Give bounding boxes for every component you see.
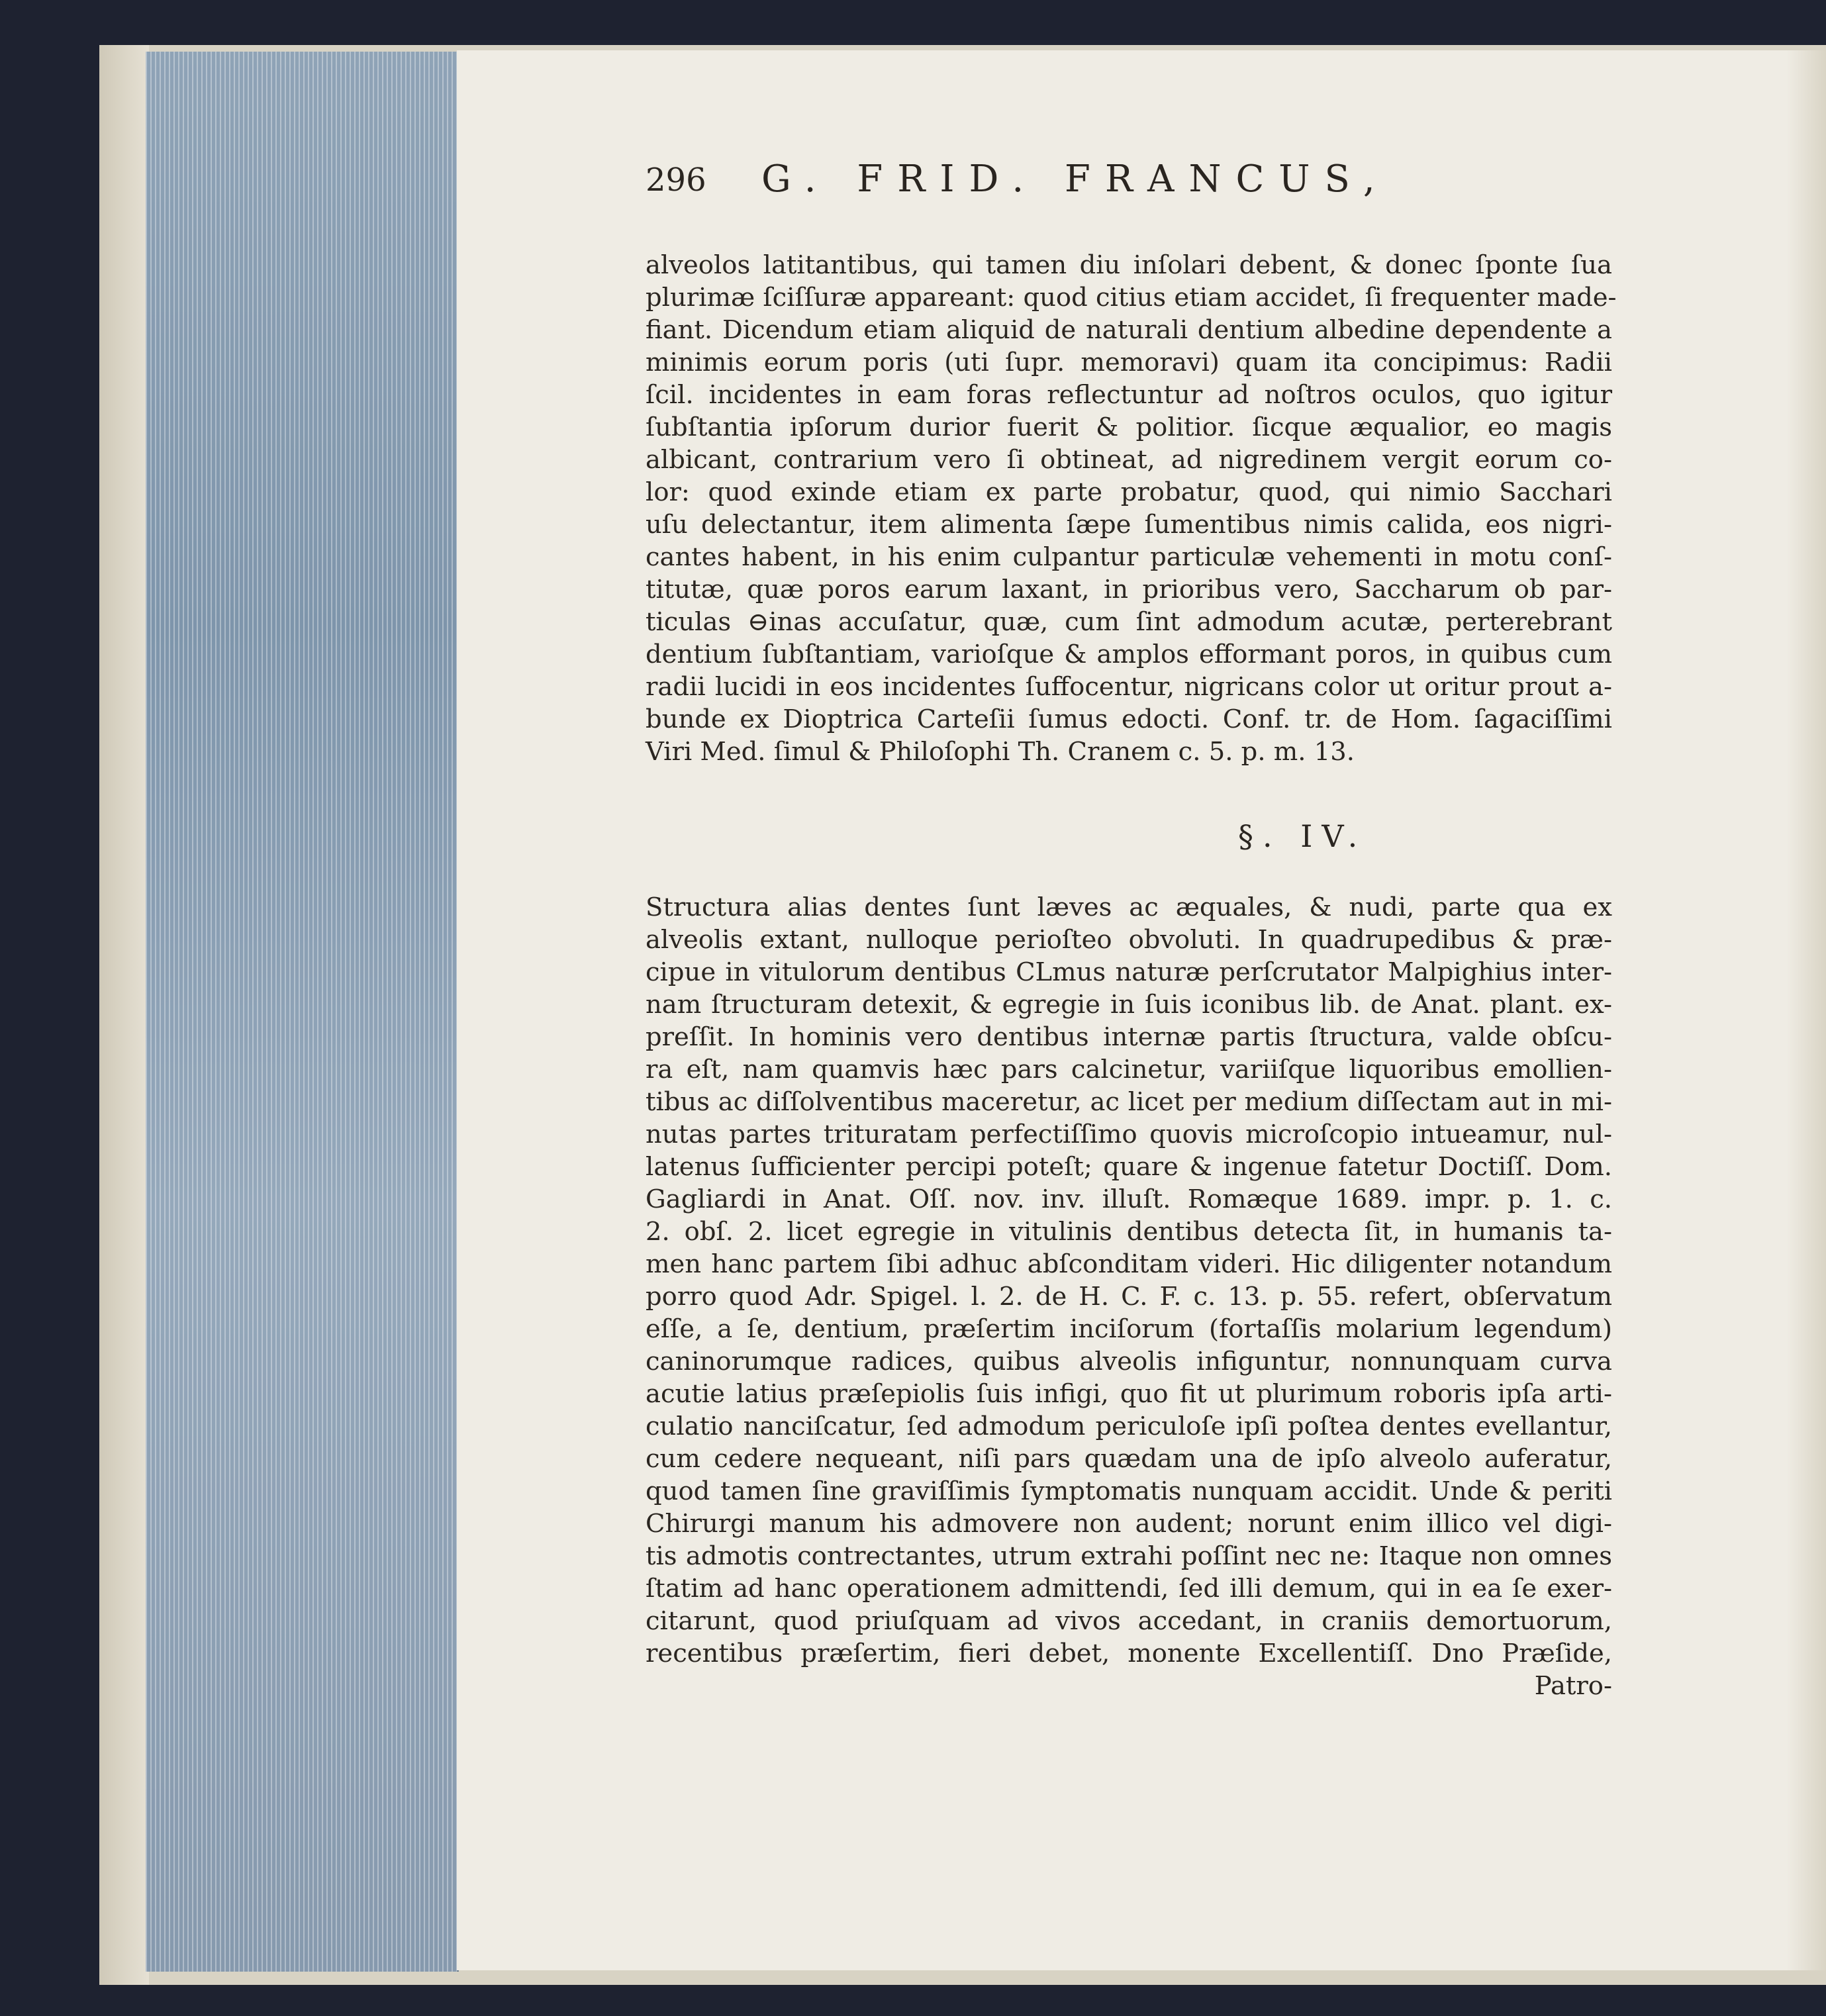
text-line: nam ſtructuram detexit, & egregie in ſuis iconibus lib. de Anat. plant. ex- bbox=[646, 990, 1612, 1020]
text-line: porro quod Adr. Spigel. l. 2. de H. C. F. c. 13. p. 55. refert, obſervatum bbox=[646, 1282, 1612, 1312]
text-line: latenus ſufficienter percipi poteſt; quare & ingenue fatetur Doctiſſ. Dom. bbox=[646, 1152, 1612, 1182]
text-line: caninorumque radices, quibus alveolis infiguntur, nonnunquam curva bbox=[646, 1347, 1612, 1376]
text-line: 2. obſ. 2. licet egregie in vitulinis dentibus detecta ſit, in humanis ta- bbox=[646, 1217, 1612, 1247]
page-gutter-shadow bbox=[1786, 50, 1826, 1970]
text-line: Viri Med. ſimul & Philoſophi Th. Cranem c. 5. p. m. 13. bbox=[646, 737, 1355, 767]
text-line: recentibus præſertim, fieri debet, monente Excellentiſſ. Dno Præſide, bbox=[646, 1639, 1612, 1668]
text-line: dentium ſubſtantiam, varioſque & amplos efformant poros, in quibus cum bbox=[646, 640, 1612, 669]
page-number: 296 bbox=[646, 162, 706, 199]
text-line: uſu delectantur, item alimenta ſæpe ſumentibus nimis calida, eos nigri- bbox=[646, 510, 1612, 540]
running-title: G. FRID. FRANCUS, bbox=[761, 158, 1390, 201]
book bbox=[99, 45, 1826, 1985]
text-line: eſſe, a ſe, dentium, præſertim inciſorum (fortaſſis molarium legendum) bbox=[646, 1314, 1612, 1344]
text-line: cipue in vitulorum dentibus CLmus naturæ perſcrutator Malpighius inter- bbox=[646, 957, 1612, 987]
text-line: plurimæ ſciſſuræ appareant: quod citius etiam accidet, ſi frequenter made- bbox=[646, 283, 1617, 312]
text-line: radii lucidi in eos incidentes ſuffocentur, nigricans color ut oritur prout a- bbox=[646, 672, 1612, 702]
text-line: alveolis extant, nulloque perioſteo obvoluti. In quadrupedibus & præ- bbox=[646, 925, 1612, 955]
text-line: Structura alias dentes ſunt læves ac æquales, & nudi, parte qua ex bbox=[646, 892, 1612, 922]
text-line: alveolos latitantibus, qui tamen diu inſolari debent, & donec ſponte ſua bbox=[646, 250, 1612, 280]
text-line: tis admotis contrectantes, utrum extrahi poſſint nec ne: Itaque non omnes bbox=[646, 1541, 1612, 1571]
paragraph-1 bbox=[646, 249, 1617, 768]
catchword: Patro- bbox=[1534, 1671, 1612, 1701]
text-line: titutæ, quæ poros earum laxant, in prioribus vero, Saccharum ob par- bbox=[646, 575, 1612, 604]
text-line: ſcil. incidentes in eam foras reflectuntur ad noſtros oculos, quo igitur bbox=[646, 380, 1612, 410]
text-line: ſubſtantia ipſorum durior fuerit & politior. ſicque æqualior, eo magis bbox=[646, 412, 1612, 442]
text-line: quod tamen ſine graviſſimis ſymptomatis nunquam accidit. Unde & periti bbox=[646, 1476, 1612, 1506]
text-line: acutie latius præſepiolis ſuis infigi, quo fit ut plurimum roboris ipſa arti- bbox=[646, 1379, 1612, 1409]
page-edges bbox=[146, 52, 459, 1972]
text-line: citarunt, quod priuſquam ad vivos accedant, in craniis demortuorum, bbox=[646, 1606, 1612, 1636]
text-line: bunde ex Dioptrica Carteſii ſumus edocti. Conf. tr. de Hom. ſagaciſſimi bbox=[646, 704, 1612, 734]
text-line: culatio nanciſcatur, ſed admodum periculoſe ipſi poſtea dentes evellantur, bbox=[646, 1412, 1612, 1441]
text-line: tibus ac diſſolventibus maceretur, ac licet per medium diſſectam aut in mi- bbox=[646, 1087, 1612, 1117]
running-head bbox=[646, 158, 1771, 215]
text-line: men hanc partem ſibi adhuc abſconditam videri. Hic diligenter notandum bbox=[646, 1249, 1612, 1279]
text-line: fiant. Dicendum etiam aliquid de naturali dentium albedine dependente a bbox=[646, 315, 1612, 345]
section-heading: §. IV. bbox=[1238, 818, 1367, 854]
text-line: lor: quod exinde etiam ex parte probatur, quod, qui nimio Sacchari bbox=[646, 477, 1612, 507]
cover-edge bbox=[99, 45, 149, 1985]
text-line: albicant, contrarium vero ſi obtineat, ad nigredinem vergit eorum co- bbox=[646, 445, 1612, 475]
text-line: minimis eorum poris (uti ſupr. memoravi) quam ita concipimus: Radii bbox=[646, 348, 1612, 377]
text-line: ticulas ⊖inas accuſatur, quæ, cum ſint admodum acutæ, perterebrant bbox=[646, 607, 1612, 637]
text-line: cum cedere nequeant, niſi pars quædam una de ipſo alveolo auferatur, bbox=[646, 1444, 1612, 1474]
text-line: Gagliardi in Anat. Oſſ. nov. inv. illuſt. Romæque 1689. impr. p. 1. c. bbox=[646, 1184, 1612, 1214]
text-line: Chirurgi manum his admovere non audent; norunt enim illico vel digi- bbox=[646, 1509, 1612, 1539]
text-line: cantes habent, in his enim culpantur particulæ vehementi in motu conſ- bbox=[646, 542, 1612, 572]
text-line: preſſit. In hominis vero dentibus internæ partis ſtructura, valde obſcu- bbox=[646, 1022, 1612, 1052]
text-line: ra eſt, nam quamvis hæc pars calcinetur, variiſque liquoribus emollien- bbox=[646, 1055, 1612, 1084]
paragraph-2 bbox=[646, 891, 1612, 1702]
text-line: nutas partes trituratam perfectiſſimo quovis microſcopio intueamur, nul- bbox=[646, 1120, 1612, 1149]
book-page bbox=[457, 50, 1826, 1970]
text-line: ſtatim ad hanc operationem admittendi, ſed illi demum, qui in ea ſe exer- bbox=[646, 1574, 1612, 1604]
